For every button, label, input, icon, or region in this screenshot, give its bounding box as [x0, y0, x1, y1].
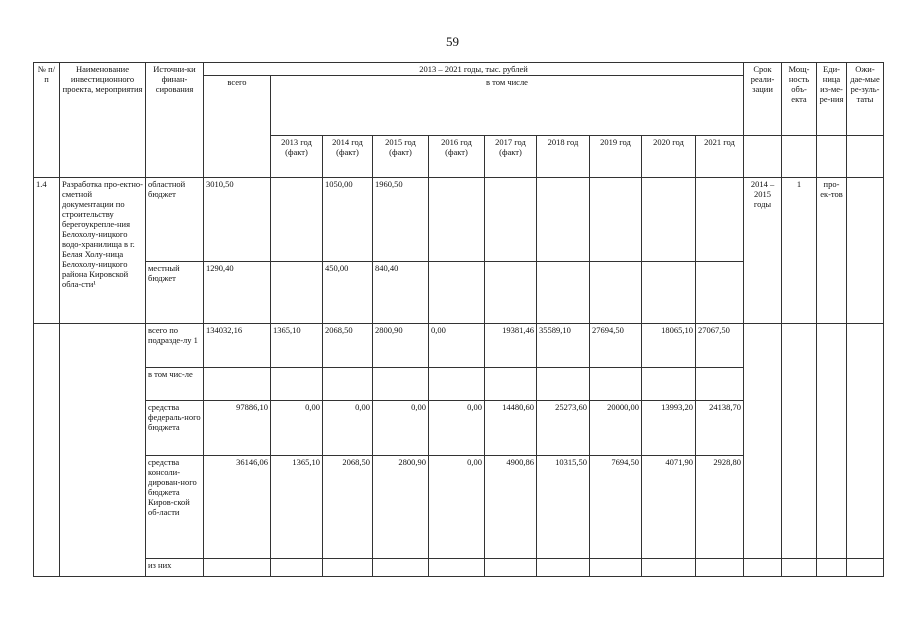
year-2018: 2018 год: [537, 136, 590, 178]
value-cell: [271, 262, 323, 324]
value-cell: 1365,10: [271, 324, 323, 368]
value-cell: 35589,10: [537, 324, 590, 368]
year-2014: 2014 год (факт): [323, 136, 373, 178]
source-cell: из них: [146, 559, 204, 577]
col-num: № п/п: [34, 63, 60, 178]
year-2021: 2021 год: [696, 136, 744, 178]
source-cell: средства федераль-ного бюджета: [146, 401, 204, 456]
source-cell: местный бюджет: [146, 262, 204, 324]
value-cell: 2068,50: [323, 456, 373, 559]
col-unit: Еди-ница из-ме-ре-ния: [817, 63, 847, 136]
value-cell: 7694,50: [590, 456, 642, 559]
value-cell: 0,00: [429, 456, 485, 559]
project-unit: про-ек-тов: [817, 178, 847, 324]
value-cell: 19381,46: [485, 324, 537, 368]
project-capacity: 1: [782, 178, 817, 324]
period-header: 2013 – 2021 годы, тыс. рублей: [204, 63, 744, 76]
total-cell: 36146,06: [204, 456, 271, 559]
value-cell: [642, 262, 696, 324]
value-cell: [485, 262, 537, 324]
col-total: всего: [204, 76, 271, 178]
value-cell: 1960,50: [373, 178, 429, 262]
value-cell: 20000,00: [590, 401, 642, 456]
table-row: [34, 324, 884, 368]
value-cell: [429, 262, 485, 324]
value-cell: 4900,86: [485, 456, 537, 559]
value-cell: 27694,50: [590, 324, 642, 368]
value-cell: 1050,00: [323, 178, 373, 262]
project-term: 2014 – 2015 годы: [744, 178, 782, 324]
value-cell: 0,00: [429, 401, 485, 456]
value-cell: 10315,50: [537, 456, 590, 559]
total-cell: 3010,50: [204, 178, 271, 262]
table-row: [34, 178, 884, 262]
year-2013: 2013 год (факт): [271, 136, 323, 178]
col-capacity: Мощ-ность объ-екта: [782, 63, 817, 136]
total-cell: 134032,16: [204, 324, 271, 368]
project-name: Разработка про-ектно-сметной документации по строительству берегоукрепле-ния Белохолу-ницкого водо-хранилища в г. Белая Холу-ница Белохолу-ницкого района Кировской обла-сти¹: [60, 178, 146, 324]
col-name: Наименование инвестиционного проекта, мероприятия: [60, 63, 146, 178]
value-cell: 2800,90: [373, 324, 429, 368]
value-cell: [537, 178, 590, 262]
source-cell: в том чис-ле: [146, 368, 204, 401]
value-cell: [429, 178, 485, 262]
value-cell: 18065,10: [642, 324, 696, 368]
value-cell: [696, 178, 744, 262]
year-2016: 2016 год (факт): [429, 136, 485, 178]
value-cell: 4071,90: [642, 456, 696, 559]
value-cell: [590, 178, 642, 262]
value-cell: 27067,50: [696, 324, 744, 368]
value-cell: [485, 178, 537, 262]
year-2019: 2019 год: [590, 136, 642, 178]
value-cell: 2800,90: [373, 456, 429, 559]
value-cell: 14480,60: [485, 401, 537, 456]
value-cell: 2068,50: [323, 324, 373, 368]
value-cell: 0,00: [323, 401, 373, 456]
including-header: в том числе: [271, 76, 744, 136]
value-cell: 24138,70: [696, 401, 744, 456]
value-cell: 1365,10: [271, 456, 323, 559]
value-cell: 840,40: [373, 262, 429, 324]
page-number: 59: [446, 34, 459, 49]
source-cell: средства консоли-дирован-ного бюджета Киров-ской об-ласти: [146, 456, 204, 559]
investment-table: [33, 62, 884, 577]
value-cell: 0,00: [373, 401, 429, 456]
value-cell: [271, 178, 323, 262]
value-cell: 25273,60: [537, 401, 590, 456]
table-row: [34, 559, 884, 577]
value-cell: [642, 178, 696, 262]
total-cell: 97886,10: [204, 401, 271, 456]
source-cell: всего по подразде-лу 1: [146, 324, 204, 368]
value-cell: 0,00: [429, 324, 485, 368]
value-cell: [537, 262, 590, 324]
value-cell: 450,00: [323, 262, 373, 324]
source-cell: областной бюджет: [146, 178, 204, 262]
col-expected: Ожи-дае-мые ре-зуль-таты: [847, 63, 884, 136]
value-cell: 13993,20: [642, 401, 696, 456]
year-2020: 2020 год: [642, 136, 696, 178]
project-num: 1.4: [34, 178, 60, 324]
value-cell: 2928,80: [696, 456, 744, 559]
value-cell: [696, 262, 744, 324]
year-2017: 2017 год (факт): [485, 136, 537, 178]
col-source: Источни-ки финан-сирования: [146, 63, 204, 178]
value-cell: 0,00: [271, 401, 323, 456]
total-cell: 1290,40: [204, 262, 271, 324]
year-2015: 2015 год (факт): [373, 136, 429, 178]
col-term: Срок реали-зации: [744, 63, 782, 136]
value-cell: [590, 262, 642, 324]
